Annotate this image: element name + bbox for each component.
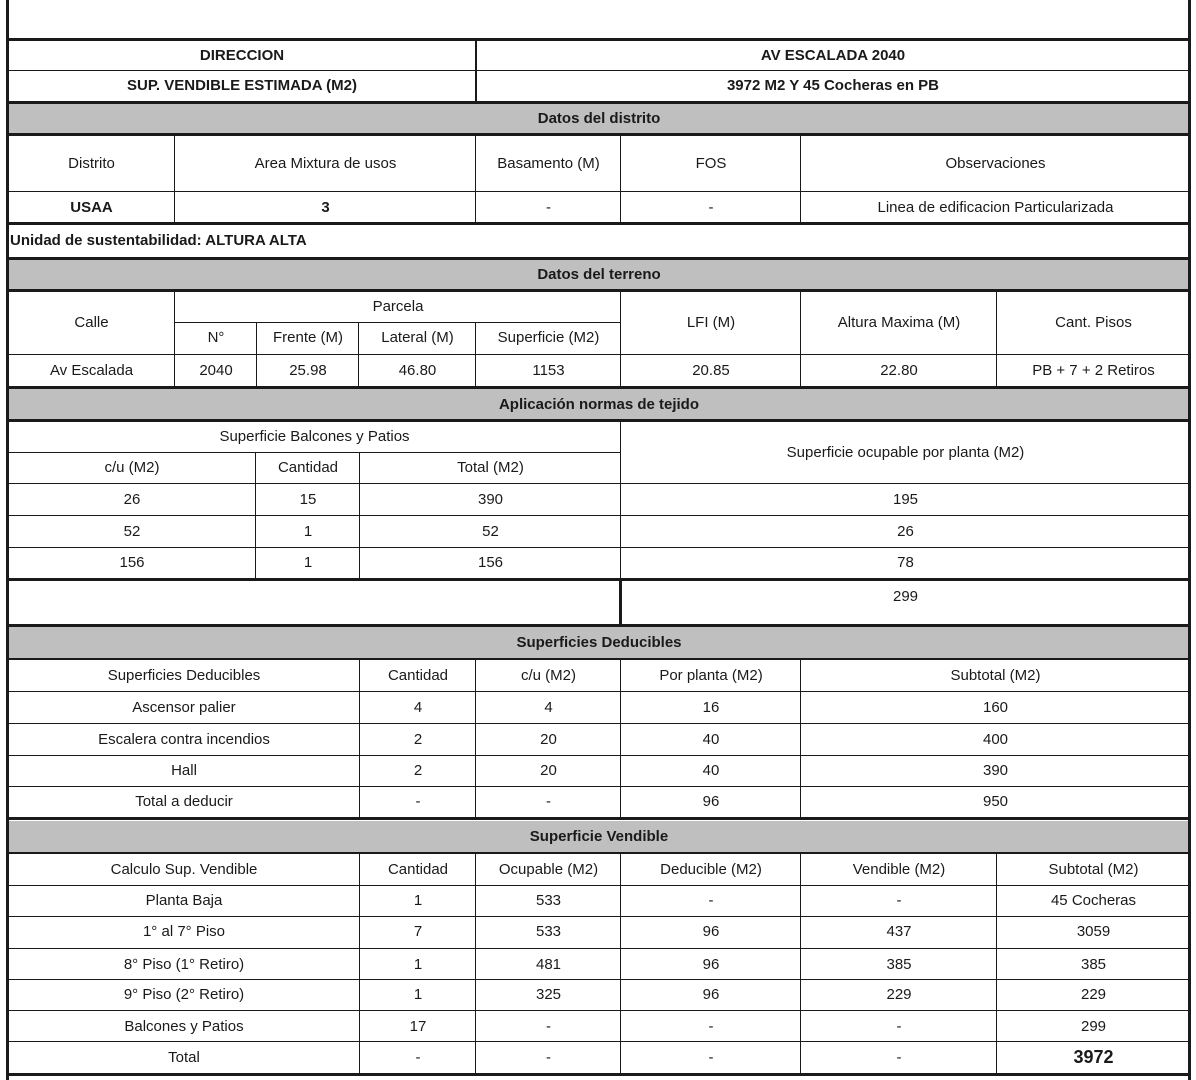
grid-line xyxy=(174,292,175,387)
basamento-value: - xyxy=(546,199,551,217)
vend-row-1-deducible: - xyxy=(708,892,714,910)
grid-line xyxy=(475,136,476,223)
grid-line xyxy=(8,979,1190,980)
section-terreno-title: Datos del terreno xyxy=(8,259,1190,290)
sup-vendible-label: SUP. VENDIBLE ESTIMADA (M2) xyxy=(126,77,358,95)
ded-row-3-subtotal: 390 xyxy=(982,761,1009,779)
grid-line xyxy=(255,452,256,578)
vend-total-name: Total xyxy=(168,1048,200,1066)
vend-subtotal-header: Subtotal (M2) xyxy=(1048,860,1139,878)
direccion-value: AV ESCALADA 2040 xyxy=(760,47,906,65)
grid-line xyxy=(6,133,1191,136)
vend-row-1-ocupable: 533 xyxy=(535,892,562,910)
vend-deducible-header: Deducible (M2) xyxy=(660,860,762,878)
ded-row-3-name: Hall xyxy=(171,761,197,779)
distrito-value: USAA xyxy=(70,199,113,217)
grid-line xyxy=(8,885,1190,886)
observaciones-header: Observaciones xyxy=(945,154,1046,172)
observaciones-value: Linea de edificacion Particularizada xyxy=(877,199,1114,217)
fos-header: FOS xyxy=(695,154,727,172)
grid-line xyxy=(800,660,801,818)
area-mixtura-header: Area Mixtura de usos xyxy=(254,154,397,172)
vend-row-4-name: 9° Piso (2° Retiro) xyxy=(123,986,245,1004)
vend-row-5-name: Balcones y Patios xyxy=(124,1017,244,1035)
vend-ocupable-header: Ocupable (M2) xyxy=(498,860,599,878)
grid-line xyxy=(8,483,1190,484)
grid-line xyxy=(475,660,476,818)
grid-line xyxy=(8,786,1190,787)
ded-row-4-name: Total a deducir xyxy=(135,792,233,810)
vend-row-4-subtotal: 229 xyxy=(1080,986,1107,1004)
section-vendible-title: Superficie Vendible xyxy=(8,821,1190,852)
grid-line xyxy=(620,660,621,818)
ded-row-3-cu: 20 xyxy=(540,761,557,779)
tejido-row-3-cu: 156 xyxy=(119,554,145,572)
total-header: Total (M2) xyxy=(457,458,524,476)
frente-header: Frente (M) xyxy=(272,329,343,347)
vend-row-1-subtotal: 45 Cocheras xyxy=(1050,892,1137,910)
grid-line xyxy=(6,1073,1191,1076)
vend-row-1-vendible: - xyxy=(896,892,902,910)
ded-row-3-cantidad: 2 xyxy=(413,761,423,779)
ded-row-2-name: Escalera contra incendios xyxy=(98,730,270,748)
grid-line xyxy=(6,624,1191,627)
ded-row-1-cu: 4 xyxy=(544,698,553,716)
grid-line xyxy=(8,723,1190,724)
grid-line xyxy=(8,755,1190,756)
area-mixtura-value: 3 xyxy=(321,199,330,217)
parcela-header: Parcela xyxy=(372,298,424,316)
lateral-header: Lateral (M) xyxy=(381,329,454,347)
vend-row-3-name: 8° Piso (1° Retiro) xyxy=(123,955,245,973)
tejido-row-2-ocupable: 26 xyxy=(897,522,914,540)
deducibles-col-header: Superficies Deducibles xyxy=(107,666,261,684)
ded-row-1-subtotal: 160 xyxy=(982,698,1009,716)
grid-line xyxy=(6,101,1191,104)
ded-row-2-cantidad: 2 xyxy=(413,730,423,748)
grid-line xyxy=(475,40,477,102)
lfi-header: LFI (M) xyxy=(686,314,736,332)
tejido-row-1-cantidad: 15 xyxy=(299,491,317,509)
vend-row-4-ocupable: 325 xyxy=(535,986,562,1004)
deducibles-cantidad-header: Cantidad xyxy=(387,666,449,684)
grid-line xyxy=(6,658,1191,660)
tejido-row-1-ocupable: 195 xyxy=(892,491,919,509)
distrito-header: Distrito xyxy=(68,154,115,172)
grid-line xyxy=(8,515,1190,516)
pisos-header: Cant. Pisos xyxy=(1055,314,1132,332)
sup-vendible-value: 3972 M2 Y 45 Cocheras en PB xyxy=(726,77,940,95)
vend-row-2-subtotal: 3059 xyxy=(1076,922,1111,940)
section-tejido-title: Aplicación normas de tejido xyxy=(8,389,1190,420)
grid-line xyxy=(6,257,1191,260)
deducibles-subtotal-header: Subtotal (M2) xyxy=(950,666,1041,684)
grid-line xyxy=(8,452,621,453)
basamento-header: Basamento (M) xyxy=(497,154,600,172)
calle-value: Av Escalada xyxy=(49,362,134,380)
grid-line xyxy=(8,191,1190,192)
altura-value: 22.80 xyxy=(880,362,918,380)
numero-value: 2040 xyxy=(199,362,233,380)
grid-line xyxy=(620,136,621,223)
grid-line xyxy=(8,916,1190,917)
grid-line xyxy=(6,817,1191,820)
vend-row-2-name: 1° al 7° Piso xyxy=(142,922,226,940)
vend-row-5-ocupable: - xyxy=(546,1017,551,1035)
grid-line xyxy=(8,948,1190,949)
grid-line xyxy=(6,222,1191,225)
deducibles-planta-header: Por planta (M2) xyxy=(659,666,763,684)
grid-line xyxy=(6,38,1191,41)
ded-row-1-planta: 16 xyxy=(702,698,720,716)
vend-row-1-cantidad: 1 xyxy=(413,892,423,910)
tejido-row-2-cantidad: 1 xyxy=(303,522,313,540)
grid-line xyxy=(6,386,1191,389)
superficie-value: 1153 xyxy=(532,362,565,380)
vend-total-cantidad: - xyxy=(415,1048,421,1066)
grid-line xyxy=(6,578,1191,581)
pisos-value: PB + 7 + 2 Retiros xyxy=(1032,362,1155,380)
grid-line xyxy=(800,854,801,1074)
lateral-value: 46.80 xyxy=(398,362,437,380)
grid-line xyxy=(1188,0,1191,1080)
tejido-total-ocupable: 299 xyxy=(892,588,919,606)
ded-row-2-cu: 20 xyxy=(540,730,557,748)
tejido-row-1-cu: 26 xyxy=(123,491,141,509)
vend-calculo-header: Calculo Sup. Vendible xyxy=(110,860,258,878)
grid-line xyxy=(359,452,360,578)
grid-line xyxy=(8,547,1190,548)
tejido-row-2-total: 52 xyxy=(482,522,499,540)
vend-total-ocupable: - xyxy=(546,1048,551,1066)
tejido-row-3-cantidad: 1 xyxy=(303,554,313,572)
vend-row-4-deducible: 96 xyxy=(702,986,720,1004)
lfi-value: 20.85 xyxy=(692,362,730,380)
grid-line xyxy=(8,691,1190,692)
tejido-row-3-ocupable: 78 xyxy=(897,554,914,572)
vend-total-deducible: - xyxy=(708,1048,714,1066)
ded-row-4-cu: - xyxy=(546,792,551,810)
grid-line xyxy=(619,580,622,625)
vend-row-2-deducible: 96 xyxy=(702,922,720,940)
vend-row-4-vendible: 229 xyxy=(886,986,912,1004)
vend-total-subtotal: 3972 xyxy=(1073,1047,1114,1068)
sustentabilidad-note: Unidad de sustentabilidad: ALTURA ALTA xyxy=(10,232,307,250)
grid-line xyxy=(6,289,1191,292)
vend-row-1-name: Planta Baja xyxy=(145,892,223,910)
grid-line xyxy=(8,354,1190,355)
numero-header: N° xyxy=(207,329,225,347)
tejido-row-2-cu: 52 xyxy=(123,522,141,540)
vend-row-2-cantidad: 7 xyxy=(413,922,423,940)
grid-line xyxy=(6,419,1191,422)
grid-line xyxy=(620,292,621,387)
ded-row-1-cantidad: 4 xyxy=(413,698,423,716)
grid-line xyxy=(175,322,621,323)
vend-row-5-vendible: - xyxy=(896,1017,902,1035)
vend-row-3-ocupable: 481 xyxy=(535,955,562,973)
tejido-row-1-total: 390 xyxy=(477,491,504,509)
grid-line xyxy=(6,852,1191,854)
ocupable-header: Superficie ocupable por planta (M2) xyxy=(786,443,1025,461)
frente-value: 25.98 xyxy=(289,362,327,380)
deducibles-cu-header: c/u (M2) xyxy=(520,666,576,684)
vend-row-5-cantidad: 17 xyxy=(409,1017,427,1035)
tejido-row-3-total: 156 xyxy=(477,554,504,572)
vend-row-3-deducible: 96 xyxy=(702,955,720,973)
grid-line xyxy=(620,854,621,1074)
section-distrito-title: Datos del distrito xyxy=(8,103,1190,134)
cu-header: c/u (M2) xyxy=(104,458,160,476)
superficie-header: Superficie (M2) xyxy=(497,329,600,347)
vend-row-2-vendible: 437 xyxy=(886,922,912,940)
calle-header: Calle xyxy=(74,314,109,332)
grid-line xyxy=(475,854,476,1074)
grid-line xyxy=(996,292,997,387)
ded-row-1-name: Ascensor palier xyxy=(132,698,236,716)
grid-line xyxy=(359,660,360,818)
vend-row-3-vendible: 385 xyxy=(886,955,912,973)
grid-line xyxy=(8,70,1190,71)
vend-cantidad-header: Cantidad xyxy=(387,860,449,878)
grid-line xyxy=(256,322,257,387)
grid-line xyxy=(8,1041,1190,1042)
ded-row-4-subtotal: 950 xyxy=(982,792,1009,810)
grid-line xyxy=(358,322,359,387)
cantidad-header: Cantidad xyxy=(277,458,339,476)
vend-row-5-subtotal: 299 xyxy=(1080,1017,1107,1035)
vend-vendible-header: Vendible (M2) xyxy=(852,860,946,878)
grid-line xyxy=(800,136,801,223)
section-deducibles-title: Superficies Deducibles xyxy=(8,627,1190,658)
grid-line xyxy=(620,422,621,580)
grid-line xyxy=(8,1010,1190,1011)
ded-row-4-cantidad: - xyxy=(415,792,421,810)
direccion-label: DIRECCION xyxy=(199,47,285,65)
fos-value: - xyxy=(708,199,714,217)
ded-row-2-subtotal: 400 xyxy=(982,730,1009,748)
altura-header: Altura Maxima (M) xyxy=(837,314,961,332)
grid-line xyxy=(475,322,476,387)
grid-line xyxy=(996,854,997,1074)
ded-row-2-planta: 40 xyxy=(702,730,720,748)
vend-row-2-ocupable: 533 xyxy=(535,922,562,940)
vend-row-3-subtotal: 385 xyxy=(1080,955,1107,973)
vend-row-4-cantidad: 1 xyxy=(413,986,423,1004)
vend-row-5-deducible: - xyxy=(708,1017,714,1035)
grid-line xyxy=(800,292,801,387)
vend-total-vendible: - xyxy=(896,1048,902,1066)
grid-line xyxy=(359,854,360,1074)
ded-row-3-planta: 40 xyxy=(702,761,720,779)
grid-line xyxy=(6,0,9,1080)
balcones-header: Superficie Balcones y Patios xyxy=(219,428,410,446)
vend-row-3-cantidad: 1 xyxy=(413,955,423,973)
grid-line xyxy=(174,136,175,223)
ded-row-4-planta: 96 xyxy=(702,792,720,810)
